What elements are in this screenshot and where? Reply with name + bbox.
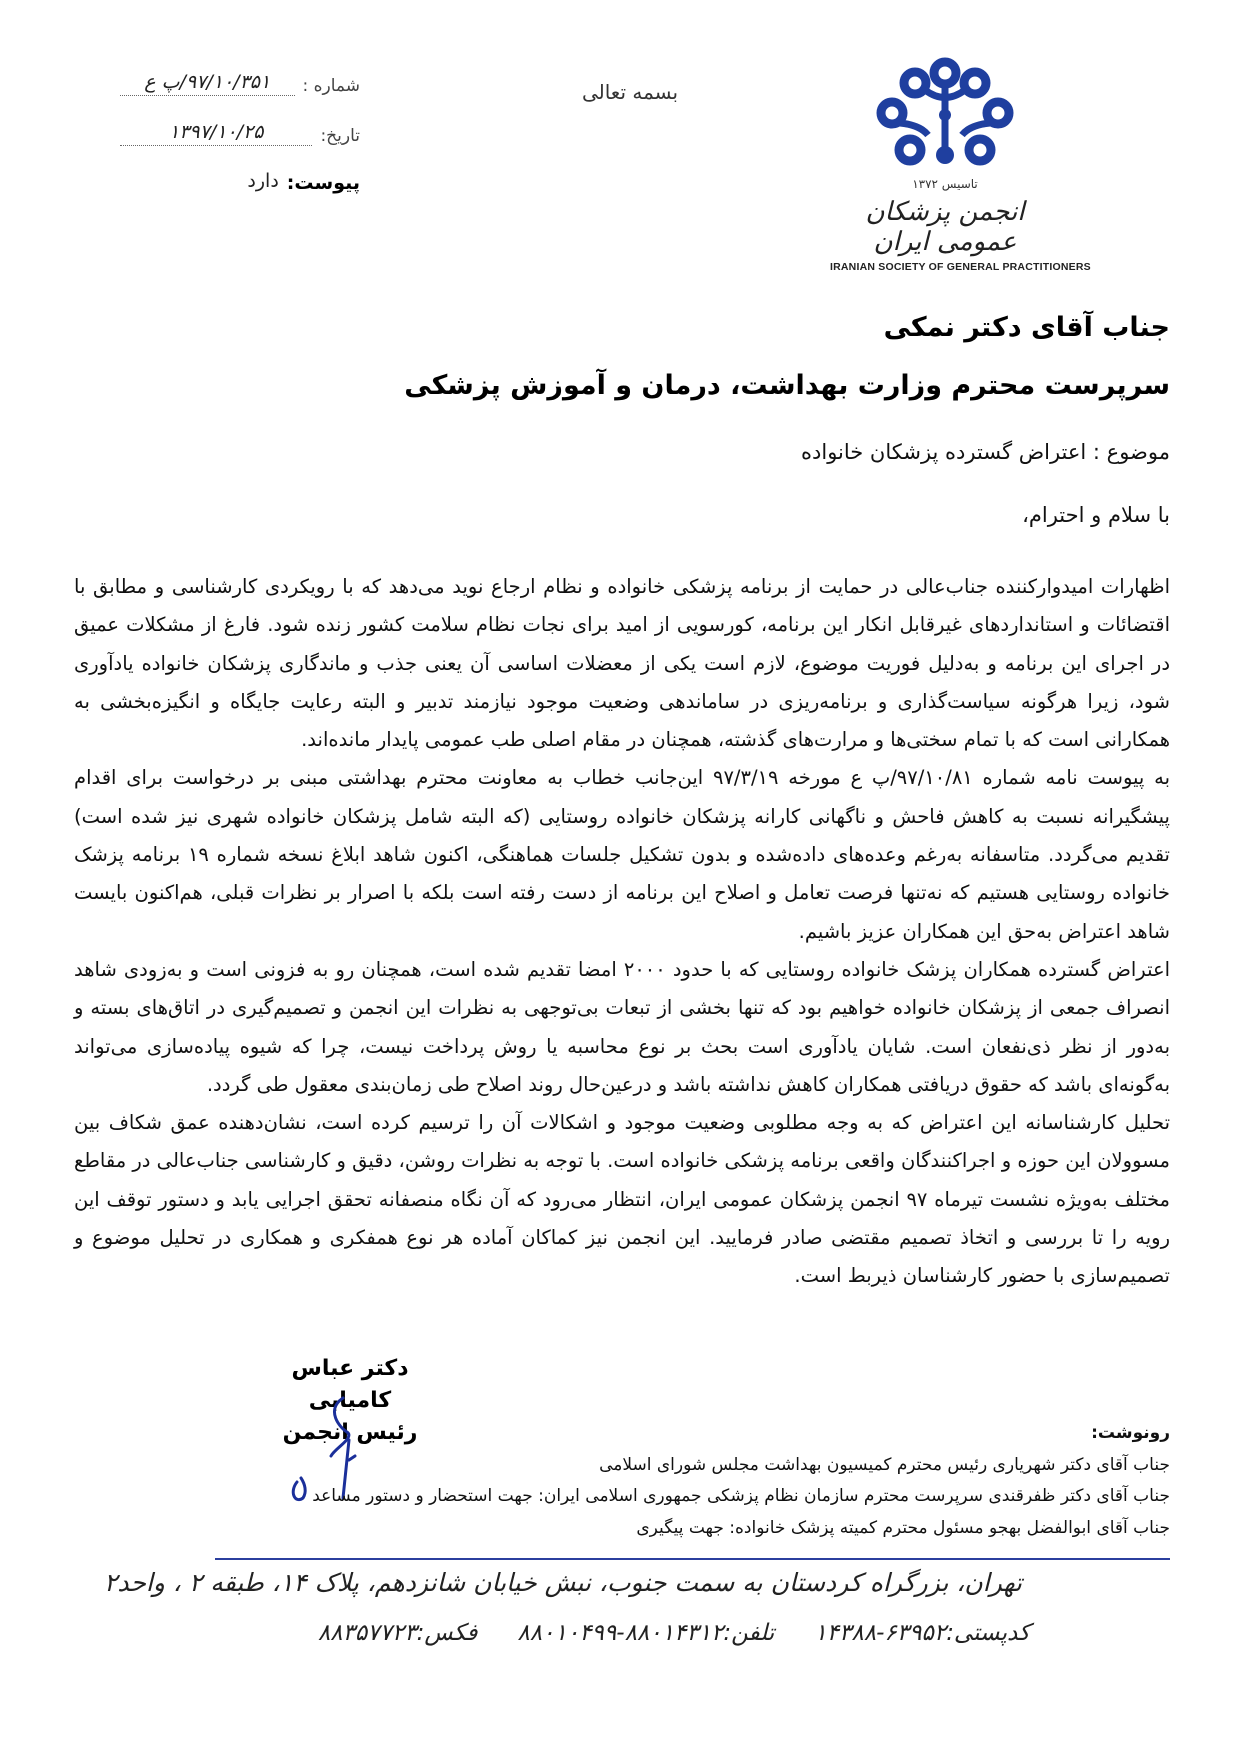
body-paragraph-4: تحلیل کارشناسانه این اعتراض که به وجه مطلوبی وضعیت موجود و اشکالات آن را ترسیم کرده است، نشان‌دهنده عمق شکاف بین مسوولان این حوزه و اجراکنندگان واقعی برنامه پزشکی خانواده است. با توجه به نظرات روشن، دقیق و کارشناسی جناب‌عالی در مقاطع مختلف به‌ویژه نشست تیرماه ۹۷ انجمن پزشکان عمومی ایران، انتظار می‌رود که آن نگاه منصفانه تحقق اجرایی یابد و دستور توقف این رویه را تا بررسی و اتخاذ تصمیم مقتضی صادر فرمایید. این انجمن نیز کماکان آماده هر نوع همفکری و همکاری در تحلیل موضوع و تصمیم‌سازی با حضور کارشناسان ذیربط است. [74, 1111, 1170, 1288]
body-paragraph-2: به پیوست نامه شماره ۹۷/۱۰/۸۱/پ ع مورخه ۹۷/۳/۱۹ این‌جانب خطاب به معاونت محترم بهداشتی مبنی بر درخواست برای اقدام پیشگیرانه نسبت به کاهش فاحش و ناگهانی کارانه پزشکان خانواده روستایی (که البته شامل پزشکان خانواده شهری نیز شده است) تقدیم می‌گردد. متاسفانه به‌رغم وعده‌های داده‌شده و بدون تشکیل جلسات هماهنگی، اکنون شاهد ابلاغ نسخه شماره ۱۹ برنامه پزشک خانواده روستایی هستیم که نه‌تنها فرصت تعامل و اصلاح این برنامه از دست رفته است بلکه با اصرار بر نظرات قبلی، هم‌اکنون بایست شاهد اعتراض به‌حق این همکاران عزیز باشیم. [74, 766, 1170, 943]
attachment-row [120, 160, 360, 194]
cc-item: جناب آقای دکتر شهریاری رئیس محترم کمیسیون بهداشت مجلس شورای اسلامی [599, 1454, 1170, 1475]
letter-number-row [120, 62, 360, 96]
logo-name-en: IRANIAN SOCIETY OF GENERAL PRACTITIONERS [830, 261, 1091, 273]
letter-number-value: ۹۷/۱۰/۳۵۱/پ ع [120, 71, 295, 96]
logo-year: تاسیس ۱۳۷۲ [912, 177, 978, 191]
letter-date-label: تاریخ: [320, 126, 360, 146]
signer-name: دکتر عباس کامیابی [291, 1356, 409, 1413]
footer-phone: تلفن:۸۸۰۱۴۳۱۲-۸۸۰۱۰۴۹۹ [517, 1620, 775, 1646]
greeting: با سلام و احترام، [1022, 503, 1170, 527]
recipient-title: سرپرست محترم وزارت بهداشت، درمان و آموزش پزشکی [404, 370, 1170, 401]
isgp-molecule-logo-icon [870, 55, 1020, 175]
footer-address: تهران، بزرگراه کردستان به سمت جنوب، نبش خیابان شانزدهم، پلاک ۱۴، طبقه ۲ ، واحد۲ [103, 1568, 1022, 1597]
cc-item: جناب آقای ابوالفضل بهجو مسئول محترم کمیته پزشک خانواده: جهت پیگیری [636, 1517, 1170, 1538]
recipient-name: جناب آقای دکتر نمکی [883, 312, 1170, 343]
letter-body [74, 568, 1170, 1296]
footer-contact [318, 1620, 1030, 1646]
body-paragraph-1: اظهارات امیدوارکننده جناب‌عالی در حمایت از برنامه پزشکی خانواده و نظام ارجاع نوید می‌دهد که با رویکردی کارشناسی و مطابق با اقتضائات و استانداردهای غیرقابل انکار این برنامه، کورسویی از امید برای نجات نظام سلامت کشور زنده شود. فارغ از مشکلات عمیق در اجرای این برنامه و به‌دلیل فوریت موضوع، لازم است یکی از معضلات اساسی آن یعنی جذب و ماندگاری پزشکان خانواده یادآوری شود، زیرا هرگونه سیاست‌گذاری و برنامه‌ریزی در ساماندهی وضعیت موجود نیازمند تدبیر و البته رعایت جایگاه و انگیزه‌بخشی به همکارانی است که با تمام سختی‌ها و مرارت‌های گذشته، همچنان در مقام اصلی طب عمومی پایدار مانده‌اند. [74, 575, 1170, 752]
footer-fax: فکس:۸۸۳۵۷۷۲۳ [317, 1620, 478, 1646]
letter-date-value: ۱۳۹۷/۱۰/۲۵ [120, 121, 312, 146]
logo-name-fa: انجمن پزشکان عمومی ایران [865, 197, 1025, 257]
footer-postal-code: کدپستی:۶۳۹۵۲-۱۴۳۸۸ [814, 1620, 1030, 1646]
attachment-label: پیوست: [286, 172, 360, 194]
signer-title: رئیس انجمن [282, 1420, 418, 1445]
letter-date-row [120, 112, 360, 146]
basmala: بسمه تعالی [581, 80, 679, 104]
cc-title: رونوشت: [1091, 1423, 1170, 1443]
organization-logo [830, 55, 1091, 273]
cc-item: جناب آقای دکتر ظفرقندی سرپرست محترم سازمان نظام پزشکی جمهوری اسلامی ایران: جهت استحضار و دستور مساعد [312, 1486, 1170, 1506]
attachment-value: دارد [247, 170, 279, 192]
subject-line: موضوع : اعتراض گسترده پزشکان خانواده [801, 440, 1170, 464]
cc-section [270, 1418, 1170, 1544]
body-paragraph-3: اعتراض گسترده همکاران پزشک خانواده روستایی که با حدود ۲۰۰۰ امضا تقدیم شده است، همچنان رو به فزونی است و به‌زودی شاهد انصراف جمعی از پزشکان خانواده خواهیم بود که تنها بخشی از تبعات بی‌توجهی به نظرات این انجمن و تصمیم‌گیری در اتاق‌های بسته و به‌دور از نظر ذی‌نفعان است. شایان یادآوری است بحث بر نوع محاسبه یا روش پرداخت نیست، چرا که شیوه پیاده‌سازی می‌تواند به‌گونه‌ای باشد که حقوق دریافتی همکاران کاهش نداشته باشد و درعین‌حال روند اصلاح طی زمان‌بندی معقول طی گردد. [74, 957, 1171, 1096]
footer-divider [215, 1558, 1170, 1560]
letter-number-label: شماره : [302, 76, 360, 96]
